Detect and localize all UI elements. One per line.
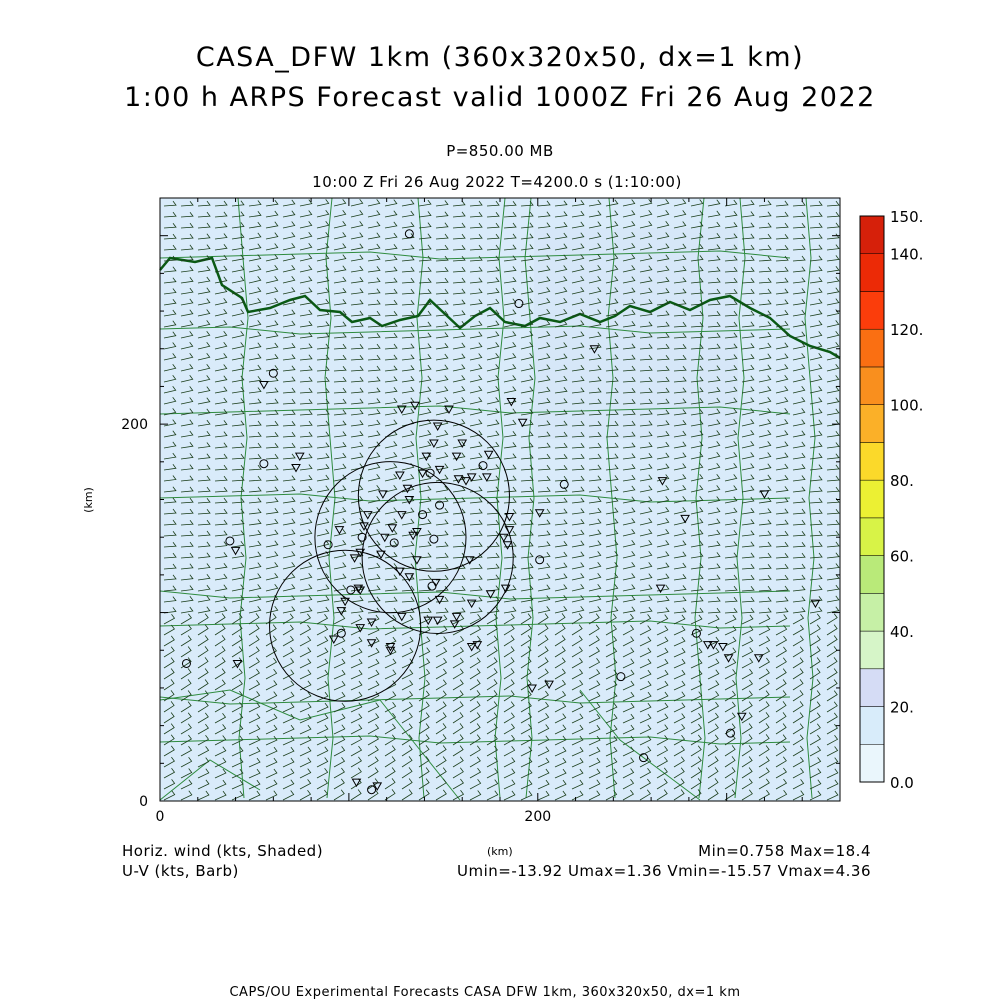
colorbar-segment [860,405,884,443]
y-axis-label: (km) [82,487,95,513]
chart-title-line2: 1:00 h ARPS Forecast valid 1000Z Fri 26 Aug 2022 [124,82,876,113]
x-axis-unit-label: (km) [487,845,513,858]
colorbar-tick-label: 20. [890,698,914,717]
colorbar-segment [860,367,884,405]
colorbar-segment [860,518,884,556]
valid-time-label: 10:00 Z Fri 26 Aug 2022 T=4200.0 s (1:10:00) [312,173,682,191]
pressure-level-label: P=850.00 MB [446,142,554,160]
colorbar-segment [860,329,884,367]
colorbar-segment [860,480,884,518]
colorbar-segment [860,669,884,707]
colorbar-segment [860,216,884,254]
colorbar-tick-label: 60. [890,547,914,566]
colorbar-tick-label: 0.0 [890,774,914,792]
shaded-field-label: Horiz. wind (kts, Shaded) [122,842,324,860]
x-tick-label: 0 [155,809,165,825]
y-tick-label: 200 [121,417,148,434]
colorbar [860,208,923,792]
colorbar-segment [860,707,884,745]
colorbar-segment [860,744,884,782]
uv-range-label: Umin=-13.92 Umax=1.36 Vmin=-15.57 Vmax=4.36 [457,862,871,880]
colorbar-segment [860,556,884,594]
credits-label: CAPS/OU Experimental Forecasts CASA DFW 1km, 360x320x50, dx=1 km [229,985,741,1000]
colorbar-tick-label: 120. [890,321,924,340]
x-tick-label: 200 [524,809,552,825]
colorbar-segment [860,254,884,292]
colorbar-tick-label: 80. [890,472,914,491]
colorbar-segment [860,291,884,329]
colorbar-tick-label: 140. [890,245,924,264]
barb-field-label: U-V (kts, Barb) [122,862,239,880]
y-tick-label: 0 [139,794,148,810]
chart-title-line1: CASA_DFW 1km (360x320x50, dx=1 km) [195,42,805,73]
colorbar-tick-label: 150. [890,208,924,226]
colorbar-segment [860,631,884,669]
colorbar-tick-label: 40. [890,623,914,642]
colorbar-segment [860,442,884,480]
min-max-label: Min=0.758 Max=18.4 [698,842,871,860]
colorbar-tick-label: 100. [890,396,924,415]
colorbar-segment [860,593,884,631]
